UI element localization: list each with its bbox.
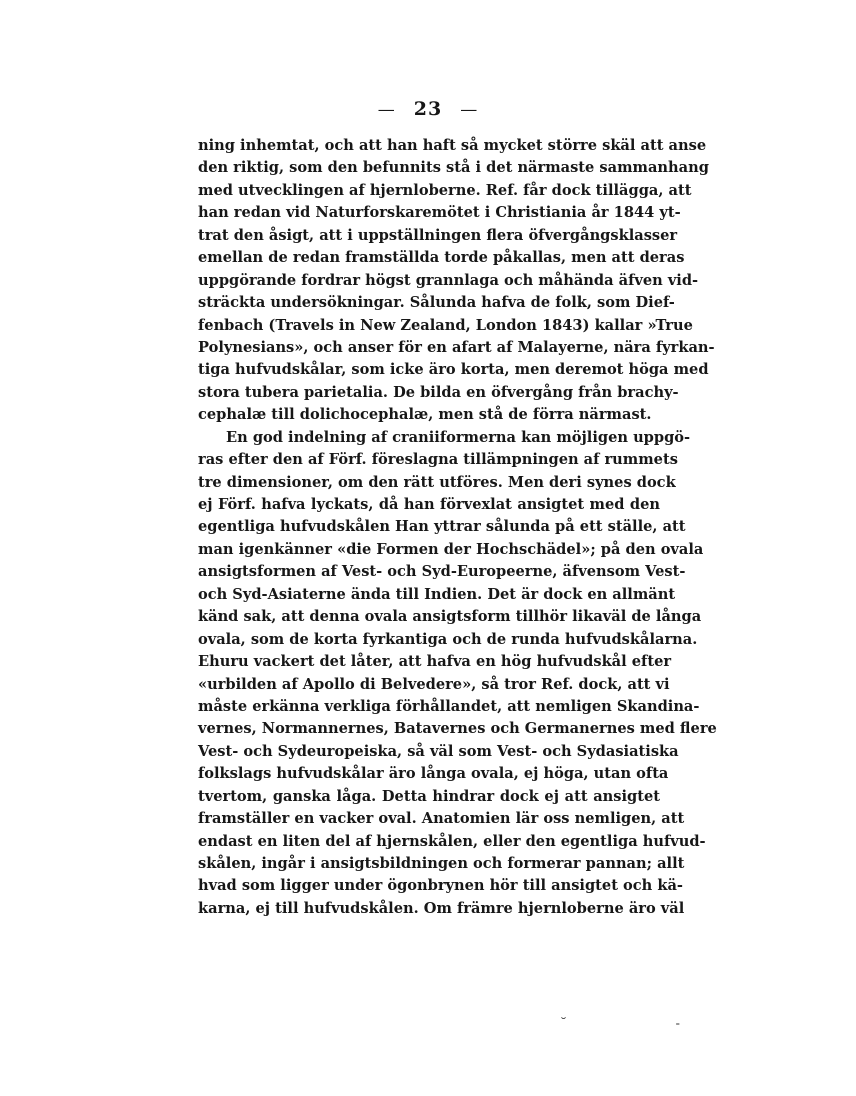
- text-line: egentliga hufvudskålen Han yttrar sålunda på ett ställe, att: [198, 518, 686, 536]
- text-line: han redan vid Naturforskaremötet i Christiania år 1844 yt-: [198, 204, 681, 222]
- text-line: skålen, ingår i ansigtsbildningen och formerar pannan; allt: [198, 855, 685, 872]
- text-line: Ehuru vackert det låter, att hafva en hög hufvudskål efter: [198, 653, 672, 671]
- text-line: Vest- och Sydeuropeiska, så väl som Vest- och Sydasiatiska: [198, 742, 679, 760]
- text-line: känd sak, att denna ovala ansigtsform tillhör likaväl de långa: [198, 608, 702, 626]
- header-dash-right: —: [460, 100, 479, 120]
- header-dash-left: —: [377, 100, 396, 120]
- text-line: hvad som ligger under ögonbrynen hör till ansigtet och kä-: [198, 877, 683, 895]
- text-line: trat den åsigt, att i uppställningen flera öfvergångsklasser: [198, 226, 678, 244]
- text-line: En god indelning af craniiformerna kan möjligen uppgö-: [226, 428, 691, 446]
- text-line: karna, ej till hufvudskålen. Om främre hjernloberne äro väl: [198, 899, 685, 917]
- text-line: fenbach (Travels in New Zealand, London 1843) kallar »True: [198, 316, 693, 334]
- text-line: cephalæ till dolichocephalæ, men stå de förra närmast.: [198, 406, 652, 424]
- text-line: den riktig, som den befunnits stå i det närmaste sammanhang: [198, 159, 709, 177]
- text-line: tiga hufvudskålar, som icke äro korta, men deremot höga med: [198, 361, 709, 379]
- text-line: ras efter den af Förf. föreslagna tillämpningen af rummets: [198, 451, 678, 469]
- text-line: ansigtsformen af Vest- och Syd-Europeerne, äfvensom Vest-: [198, 563, 686, 581]
- text-line: folkslags hufvudskålar äro långa ovala, ej höga, utan ofta: [198, 765, 669, 783]
- text-line: med utvecklingen af hjernloberne. Ref. får dock tillägga, att: [198, 181, 692, 199]
- text-line: framställer en vacker oval. Anatomien lär oss nemligen, att: [198, 810, 685, 828]
- text-line: måste erkänna verkliga förhållandet, att nemligen Skandina-: [198, 697, 700, 715]
- text-line: vernes, Normannernes, Batavernes och Germanernes med flere: [198, 720, 717, 738]
- text-line: uppgörande fordrar högst grannlaga och måhända äfven vid-: [198, 271, 699, 289]
- text-line: tre dimensioner, om den rätt utföres. Men deri synes dock: [198, 473, 676, 491]
- print-specks: ˘ ˗: [560, 1016, 733, 1032]
- text-line: Polynesians», och anser för en afart af Malayerne, nära fyrkan-: [198, 338, 715, 356]
- text-line: sträckta undersökningar. Sålunda hafva de folk, som Dief-: [198, 294, 675, 312]
- text-line: ning inhemtat, och att han haft så mycket större skäl att anse: [198, 137, 707, 154]
- text-line: «urbilden af Apollo di Belvedere», så tror Ref. dock, att vi: [198, 675, 670, 693]
- text-line: ej Förf. hafva lyckats, då han förvexlat ansigtet med den: [198, 496, 660, 513]
- text-line: tvertom, ganska låga. Detta hindrar dock ej att ansigtet: [198, 787, 660, 805]
- page-number: 23: [413, 98, 443, 120]
- text-line: ovala, som de korta fyrkantiga och de runda hufvudskålarna.: [198, 630, 698, 648]
- text-line: emellan de redan framställda torde påkallas, men att deras: [198, 249, 685, 267]
- body-text: [198, 135, 717, 920]
- text-line: stora tubera parietalia. De bilda en öfvergång från brachy-: [198, 383, 679, 401]
- text-line: man igenkänner «die Formen der Hochschädel»; på den ovala: [198, 540, 704, 558]
- text-line: endast en liten del af hjernskålen, eller den egentliga hufvud-: [198, 832, 706, 850]
- page-header: [0, 96, 856, 120]
- text-line: och Syd-Asiaterne ända till Indien. Det är dock en allmänt: [198, 585, 676, 603]
